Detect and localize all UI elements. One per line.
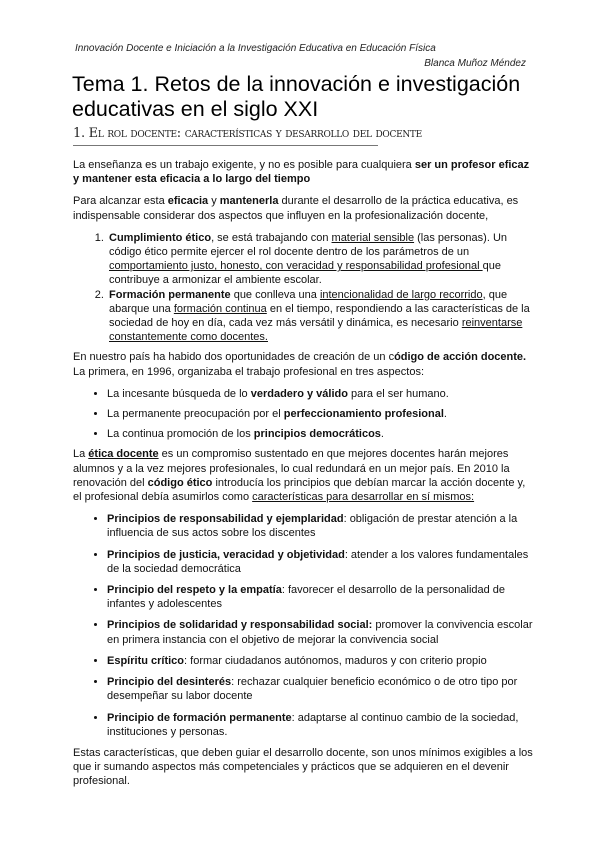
page-title: Tema 1. Retos de la innovación e investigación educativas en el siglo XXI: [72, 72, 521, 121]
bold-run: código ético: [147, 476, 213, 489]
bold-run: ódigo de acción docente.: [394, 351, 527, 364]
principle-title: Principios de justicia, veracidad y objetividad: [107, 548, 345, 561]
text-run: durante el desarrollo de la práctica educativa, es indispensable considerar dos aspectos que influyen en la profesionalización docente,: [73, 195, 519, 222]
list-item: [107, 512, 533, 540]
principle-title: Espíritu crítico: [107, 654, 185, 667]
list-item: [107, 288, 533, 345]
principle-text: : adaptarse al continuo cambio de la sociedad, instituciones y personas.: [107, 711, 519, 738]
underlined-run: características para desarrollar en sí mismos:: [252, 491, 475, 504]
text-run: La continua promoción de los: [107, 428, 254, 441]
text-run: En nuestro país ha habido dos oportunidades de creación de un c: [73, 351, 395, 364]
bold-run: Formación permanente: [109, 288, 231, 301]
text-run: La permanente preocupación por el: [107, 408, 284, 421]
bold-run: principios democráticos: [253, 428, 381, 441]
header-course: Innovación Docente e Iniciación a la Investigación Educativa en Educación Física: [75, 43, 436, 54]
text-run: es un compromiso sustentado en que mejores docentes harán mejores alumnos y a la vez mejores profesionales, lo cual redundará en un mejor país. En 2010 la renovación del: [73, 448, 510, 489]
text-run: Para alcanzar esta: [73, 195, 168, 208]
text-run: , se está trabajando con: [211, 231, 332, 244]
text-run: .: [380, 428, 384, 441]
principle-text: : rechazar cualquier beneficio económico o de otro tipo por desempeñar su labor docente: [107, 676, 518, 703]
text-run: que contribuye a armonizar el ambiente escolar.: [109, 260, 501, 287]
underlined-run: intencionalidad de largo recorrido: [319, 288, 483, 301]
list-item: [107, 231, 533, 288]
principle-text: : favorecer el desarrollo de la personalidad de infantes y adolescentes: [107, 584, 506, 611]
principle-text: promover la convivencia escolar en primera instancia con el objetivo de mejorar la convivencia social: [107, 619, 533, 646]
text-run: La enseñanza es un trabajo exigente, y no es posible para cualquiera: [73, 159, 415, 171]
intro-paragraph: [73, 158, 533, 186]
list-item: [107, 675, 533, 703]
bold-underlined-run: ética docente: [88, 448, 159, 461]
text-run: y: [208, 195, 220, 208]
underlined-run: reinventarse constantemente como docentes.: [109, 317, 523, 344]
list-item: [107, 548, 533, 576]
principle-text: : obligación de prestar atención a la influencia de sus actos sobre los discentes: [107, 513, 518, 540]
list-item: [107, 407, 533, 421]
principle-title: Principios de solidaridad y responsabilidad social:: [107, 619, 373, 632]
heading-underline: [73, 145, 378, 146]
bullet-list-1996: [73, 387, 533, 442]
principle-title: Principio del respeto y la empatía: [107, 584, 282, 597]
header-author: Blanca Muñoz Méndez: [424, 58, 526, 69]
text-run: que conlleva una: [230, 288, 320, 301]
text-run: para el ser humano.: [347, 387, 449, 400]
bold-run: verdadero y válido: [250, 387, 348, 400]
efficacy-paragraph: [73, 194, 533, 222]
list-item: [107, 618, 533, 646]
bold-run: Cumplimiento ético: [109, 231, 212, 244]
section-heading: 1. El rol docente: características y desarrollo del docente: [73, 126, 422, 141]
list-item: [107, 427, 533, 441]
text-run: , que abarque una: [109, 288, 508, 315]
list-item: [107, 711, 533, 739]
closing-paragraph: Estas características, que deben guiar el desarrollo docente, son unos mínimos exigibles a los que ir sumando aspectos más competenciales y prácticos que se adquieren en el devenir profesional.: [73, 746, 533, 788]
bold-run: eficacia: [167, 195, 209, 208]
underlined-run: formación continua: [173, 302, 267, 315]
principle-text: : atender a los valores fundamentales de la sociedad democrática: [107, 548, 529, 575]
list-item: [107, 387, 533, 401]
text-run: La primera, en 1996, organizaba el trabajo profesional en tres aspectos:: [73, 365, 424, 378]
list-item: [107, 583, 533, 611]
principle-title: Principio del desinterés: [107, 676, 232, 689]
text-run: introducía los principios que debían marcar la acción docente y, el profesional debía asumirlos como: [73, 476, 526, 504]
principle-title: Principio de formación permanente: [107, 711, 292, 724]
underlined-run: material sensible: [331, 231, 415, 244]
principles-list: [73, 512, 533, 739]
numbered-list: [73, 231, 533, 345]
underlined-run: comportamiento justo, honesto, con veracidad y responsabilidad profesional: [109, 260, 483, 273]
text-run: La incesante búsqueda de lo: [107, 387, 251, 400]
text-run: en el tiempo, respondiendo a las características de la sociedad de hoy en día, cada vez más versátil y dinámica, es necesario: [109, 302, 530, 330]
list-item: [107, 654, 533, 668]
action-code-paragraph: [73, 350, 533, 378]
document-body: [73, 158, 533, 797]
principle-title: Principios de responsabilidad y ejemplaridad: [107, 513, 344, 526]
text-run: La: [73, 448, 89, 461]
text-run: (las personas). Un código ético permite ejercer el rol docente dentro de los parámetros de un: [109, 231, 508, 259]
ethics-paragraph: [73, 447, 533, 504]
bold-run: perfeccionamiento profesional: [283, 408, 444, 421]
bold-run: ser un profesor eficaz y mantener esta eficacia a lo largo del tiempo: [73, 159, 530, 186]
bold-run: mantenerla: [219, 195, 279, 208]
text-run: .: [443, 408, 447, 421]
principle-text: : formar ciudadanos autónomos, maduros y con criterio propio: [184, 654, 487, 667]
